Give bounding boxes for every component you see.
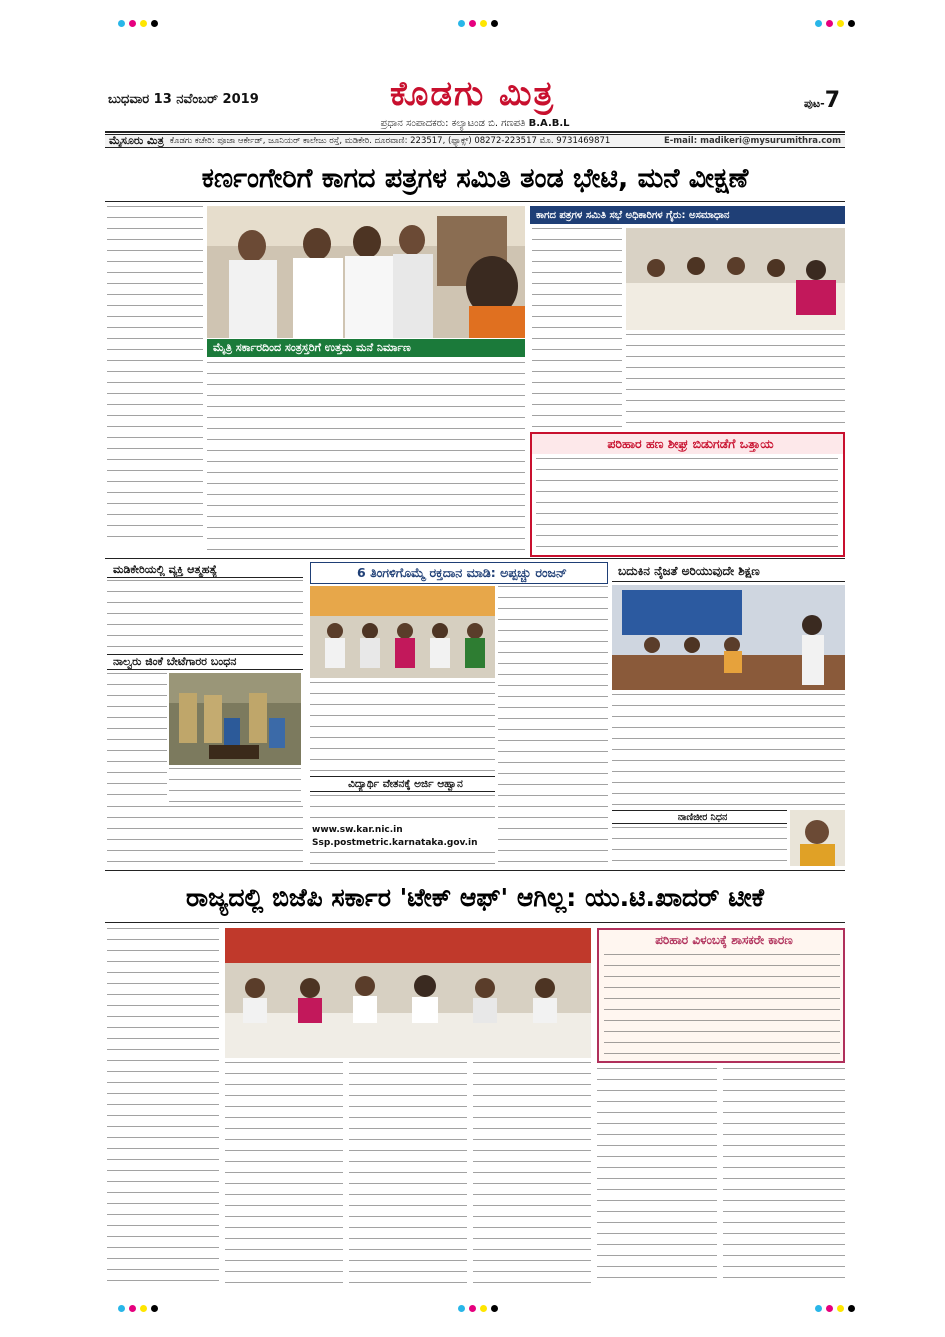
committee-article-body	[626, 334, 845, 429]
office-address: ಕೊಡಗು ಕಚೇರಿ: ಪೂಜಾ ಆರ್ಕೇಡ್, ಜೂನಿಯರ್ ಕಾಲೇಜು ರಸ್ತೆ, ಮಡಿಕೇರಿ. ದೂರವಾಣಿ: 223517, (ಫ್ಯಾಕ್ಸ್) 08272-223517 ಮೊ. 9731469871	[169, 136, 611, 146]
newspaper-title: ಕೊಡಗು ಮಿತ್ರ	[389, 74, 555, 114]
education-headline: ಬದುಕಿನ ನೈಜತೆ ಅರಿಯುವುದೇ ಶಿಕ್ಷಣ	[612, 562, 845, 582]
education-article-body	[612, 694, 845, 806]
main-headline: ಕರ್ಣಂಗೇರಿಗೆ ಕಾಗದ ಪತ್ರಗಳ ಸಮಿತಿ ತಂಡ ಭೇಟಿ, ಮನೆ ವೀಕ್ಷಣೆ	[201, 163, 749, 194]
suicide-headline: ಮಡಿಕೇರಿಯಲ್ಲಿ ವ್ಯಕ್ತಿ ಆತ್ಮಹತ್ಯೆ	[107, 562, 303, 578]
page-number: ಪುಟ-7	[803, 88, 840, 113]
mla-headline: ಪರಿಹಾರ ವಿಳಂಬಕ್ಕೆ ಶಾಸಕರೇ ಕಾರಣ	[655, 932, 793, 947]
arrest-article-column	[107, 673, 167, 803]
blood-donation-headline: 6 ತಿಂಗಳಿಗೊಮ್ಮೆ ರಕ್ತದಾನ ಮಾಡಿ: ಅಪ್ಪಚ್ಚು ರಂಜನ್	[310, 562, 608, 584]
education-event-photo	[612, 585, 845, 690]
editor-line: ಪ್ರಧಾನ ಸಂಪಾದಕರು: ಕಲ್ಯಾಟಂಡ ಬಿ. ಗಣಪತಿ B.A.B.L	[380, 118, 570, 129]
khader-article-column-1	[107, 928, 219, 1288]
mla-article-continued-2	[723, 1068, 845, 1288]
issue-date: ಬುಧವಾರ 13 ನವೆಂಬರ್ 2019	[108, 92, 259, 107]
brand-name: ಮೈಸೂರು ಮಿತ್ರ	[109, 134, 164, 147]
registration-marks-bottom-left	[118, 1305, 158, 1312]
khader-article-body-2	[349, 1062, 467, 1288]
main-article-body	[207, 362, 525, 550]
obituary-headline: ನಾಣಿಜೀರ ನಿಧನ	[612, 810, 787, 824]
scholarship-link-2[interactable]: Ssp.postmetric.karnataka.gov.in	[312, 838, 478, 848]
main-article-column-1	[107, 206, 203, 546]
section-rule-2	[105, 870, 845, 871]
scholarship-body-2	[310, 852, 495, 866]
khader-article-body-1	[225, 1062, 343, 1288]
office-email: E-mail: madikeri@mysurumithra.com	[663, 136, 841, 146]
arrest-article-body	[169, 768, 301, 804]
registration-marks-bottom-center	[458, 1305, 498, 1312]
committee-article-column-1	[532, 228, 622, 428]
registration-marks-bottom-right	[815, 1305, 855, 1312]
section-rule-1	[105, 558, 845, 559]
obituary-portrait	[790, 810, 845, 866]
arrest-headline: ನಾಲ್ವರು ಜಿಂಕೆ ಬೇಟೆಗಾರರ ಬಂಧನ	[107, 654, 303, 670]
khader-article-body-3	[473, 1062, 591, 1288]
headline-rule	[105, 201, 845, 202]
arrest-article-continued	[107, 806, 303, 864]
registration-marks-top-left	[118, 20, 158, 27]
committee-headline: ಕಾಗದ ಪತ್ರಗಳ ಸಮಿತಿ ಸಭೆ ಅಧಿಕಾರಿಗಳ ಗೈರು: ಅಸಮಾಧಾನ	[530, 206, 845, 224]
mla-article-body	[604, 954, 840, 1058]
scholarship-body-1	[310, 795, 495, 823]
masthead-rule	[105, 131, 845, 133]
khader-headline: ರಾಜ್ಯದಲ್ಲಿ ಬಿಜೆಪಿ ಸರ್ಕಾರ 'ಟೇಕ್ ಆಫ್' ಆಗಿಲ್ಲ: ಯು.ಟಿ.ಖಾದರ್ ಟೀಕೆ	[186, 883, 764, 912]
khader-rule	[105, 922, 845, 923]
khader-press-meet-photo	[225, 928, 591, 1058]
scholarship-headline: ವಿದ್ಯಾರ್ಥಿ ವೇತನಕ್ಕೆ ಅರ್ಜಿ ಆಹ್ವಾನ	[310, 776, 495, 792]
obituary-body	[612, 827, 787, 867]
relief-headline: ಪರಿಹಾರ ಹಣ ಶೀಘ್ರ ಬಿಡುಗಡೆಗೆ ಒತ್ತಾಯ	[532, 434, 843, 454]
main-photo-caption: ಮೈತ್ರಿ ಸರ್ಕಾರದಿಂದ ಸಂತ್ರಸ್ತರಿಗೆ ಉತ್ತಮ ಮನೆ ನಿರ್ಮಾಣ	[207, 339, 525, 357]
office-info-bar	[105, 134, 845, 148]
blood-donation-column-right	[498, 586, 608, 870]
blood-donation-photo	[310, 586, 495, 678]
arrest-photo	[169, 673, 301, 765]
registration-marks-top-right	[815, 20, 855, 27]
scholarship-link-1[interactable]: www.sw.kar.nic.in	[312, 825, 403, 835]
relief-article-body	[536, 458, 838, 553]
main-photo-ministers	[207, 206, 525, 338]
registration-marks-top-center	[458, 20, 498, 27]
committee-meeting-photo	[626, 228, 845, 330]
blood-donation-body	[310, 682, 495, 772]
suicide-article-body	[107, 580, 303, 650]
mla-article-continued-1	[597, 1068, 717, 1288]
